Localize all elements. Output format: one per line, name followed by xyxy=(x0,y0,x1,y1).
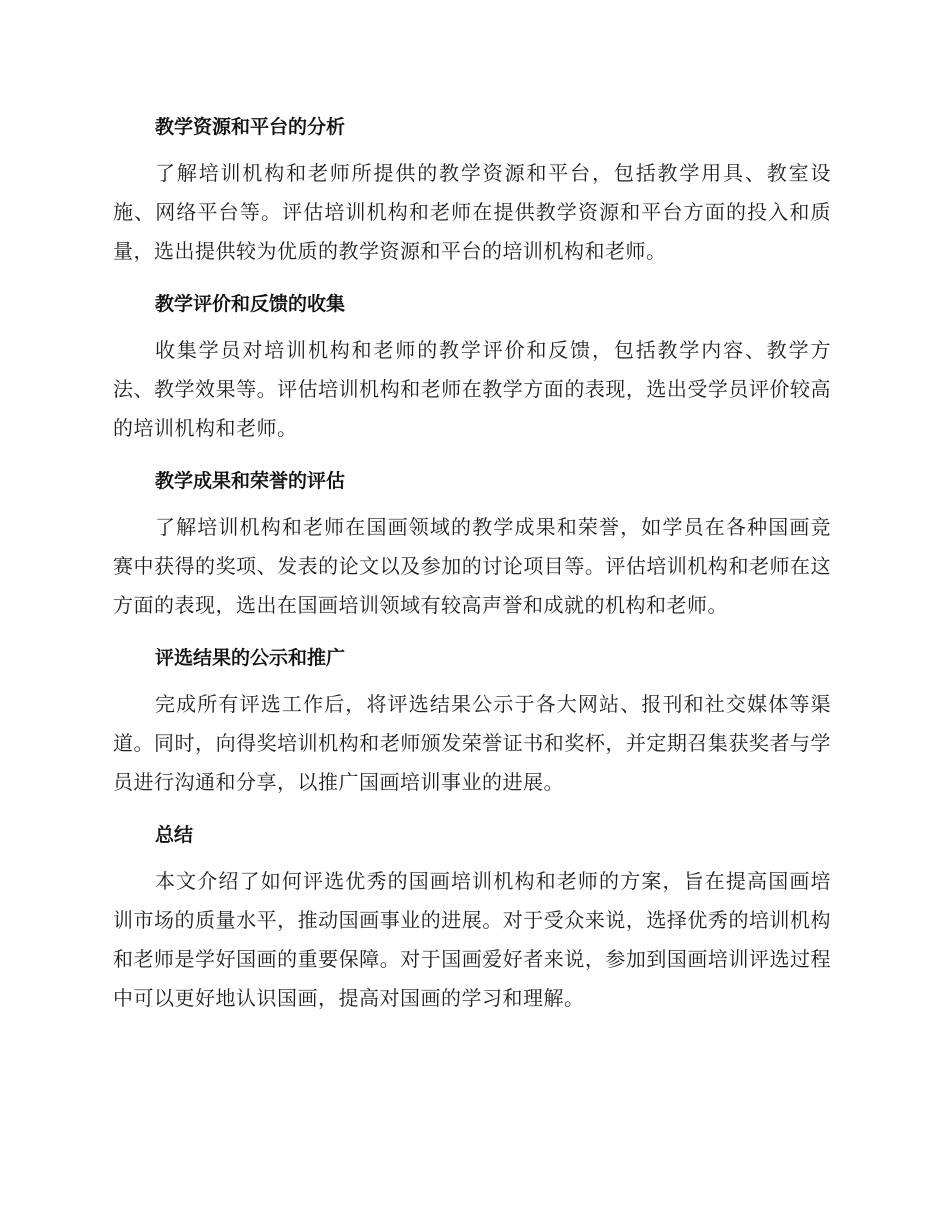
section-summary xyxy=(113,816,831,1018)
section-paragraph: 了解培训机构和老师在国画领域的教学成果和荣誉，如学员在各种国画竞赛中获得的奖项、发表的论文以及参加的讨论项目等。评估培训机构和老师在这方面的表现，选出在国画培训领域有较高声誉和成就的机构和老师。 xyxy=(113,515,831,617)
section-heading: 教学资源和平台的分析 xyxy=(155,116,346,138)
document-content xyxy=(113,108,831,1018)
section-results-publicity xyxy=(113,639,831,802)
section-teaching-resources xyxy=(113,108,831,271)
section-heading: 教学评价和反馈的收集 xyxy=(155,293,346,315)
section-paragraph: 本文介绍了如何评选优秀的国画培训机构和老师的方案，旨在提高国画培训市场的质量水平，推动国画事业的进展。对于受众来说，选择优秀的培训机构和老师是学好国画的重要保障。对于国画爱好者来说，参加到国画培训评选过程中可以更好地认识国画，提高对国画的学习和理解。 xyxy=(113,869,831,1010)
section-paragraph: 收集学员对培训机构和老师的教学评价和反馈，包括教学内容、教学方法、教学效果等。评估培训机构和老师在教学方面的表现，选出受学员评价较高的培训机构和老师。 xyxy=(113,338,831,440)
section-heading: 教学成果和荣誉的评估 xyxy=(155,470,346,492)
section-heading: 总结 xyxy=(155,824,194,846)
section-paragraph: 了解培训机构和老师所提供的教学资源和平台，包括教学用具、教室设施、网络平台等。评估培训机构和老师在提供教学资源和平台方面的投入和质量，选出提供较为优质的教学资源和平台的培训机构和老师。 xyxy=(113,161,831,263)
section-heading: 评选结果的公示和推广 xyxy=(155,647,346,669)
section-teaching-feedback xyxy=(113,285,831,448)
section-paragraph: 完成所有评选工作后，将评选结果公示于各大网站、报刊和社交媒体等渠道。同时，向得奖培训机构和老师颁发荣誉证书和奖杯，并定期召集获奖者与学员进行沟通和分享，以推广国画培训事业的进展。 xyxy=(113,692,831,794)
section-teaching-achievements xyxy=(113,462,831,625)
